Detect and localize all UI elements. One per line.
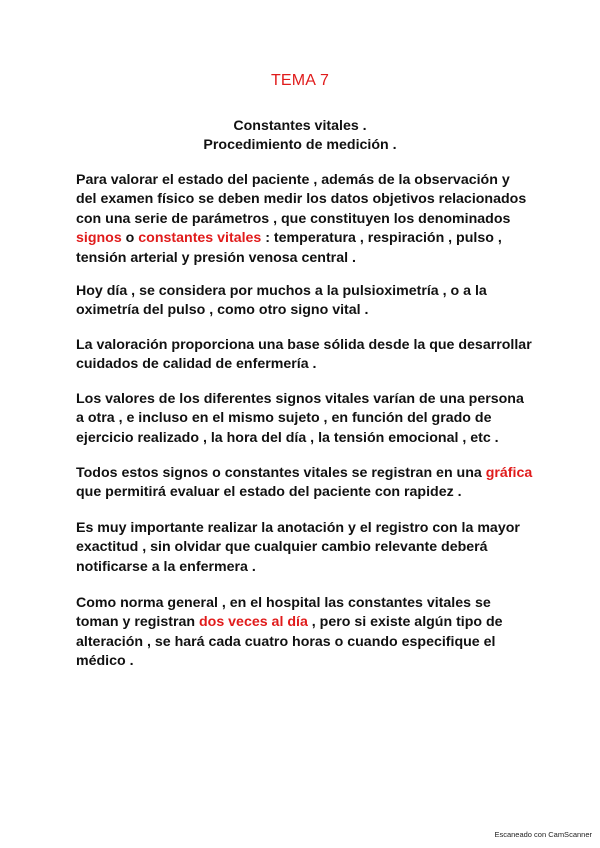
paragraph-7 [76, 594, 536, 672]
document-title: TEMA 7 [270, 72, 330, 89]
paragraph-line: notificarse a la enfermera . [76, 558, 256, 575]
paragraph-line [76, 229, 536, 248]
paragraph-3 [76, 336, 536, 375]
highlight-grafica: gráfica [485, 465, 533, 481]
paragraph-line: del examen físico se deben medir los datos objetivos relacionados [76, 191, 527, 208]
highlight-constantes-vitales: constantes vitales [138, 230, 262, 247]
paragraph-line [76, 464, 536, 483]
paragraph-line: ejercicio realizado , la hora del día , la tensión emocional , etc . [76, 429, 499, 446]
paragraph-line: Es muy importante realizar la anotación y el registro con la mayor [76, 520, 520, 536]
highlight-dos-veces-al-dia: dos veces al día [199, 614, 308, 631]
paragraph-line: Los valores de los diferentes signos vitales varían de una persona [76, 391, 524, 407]
inline-text: o [121, 230, 139, 247]
inline-text: Todos estos signos o constantes vitales se registran en una [76, 465, 486, 481]
paragraph-line: a otra , e incluso en el mismo sujeto , en función del grado de [76, 410, 492, 427]
paragraph-line: que permitirá evaluar el estado del paciente con rapidez . [76, 484, 462, 501]
scanner-watermark: Escaneado con CamScanner [494, 830, 592, 839]
paragraph-2 [76, 282, 536, 321]
inline-text: : temperatura , respiración , pulso , [261, 230, 502, 247]
paragraph-line: Para valorar el estado del paciente , además de la observación y [76, 172, 510, 188]
paragraph-line: oximetría del pulso , como otro signo vital . [76, 302, 369, 319]
paragraph-line: Hoy día , se considera por muchos a la pulsioximetría , o a la [76, 283, 487, 299]
paragraph-5 [76, 464, 536, 503]
paragraph-line [76, 613, 536, 632]
paragraph-line: cuidados de calidad de enfermería . [76, 356, 317, 373]
paragraph-4 [76, 390, 536, 448]
paragraph-line: Como norma general , en el hospital las constantes vitales se [76, 595, 491, 611]
inline-text: toman y registran [76, 614, 199, 631]
paragraph-line: La valoración proporciona una base sólida desde la que desarrollar [76, 337, 532, 353]
paragraph-1 [76, 171, 536, 268]
paragraph-line: exactitud , sin olvidar que cualquier cambio relevante deberá [76, 539, 488, 556]
highlight-signos: signos [76, 230, 122, 247]
paragraph-line: médico . [76, 653, 134, 670]
paragraph-line: con una serie de parámetros , que constituyen los denominados [76, 210, 511, 227]
paragraph-line: tensión arterial y presión venosa central . [76, 249, 356, 266]
paragraph-6 [76, 519, 536, 577]
subtitle-line-1: Constantes vitales . [233, 118, 367, 134]
inline-text: , pero si existe algún tipo de [307, 614, 503, 631]
subtitle-line-2: Procedimiento de medición . [203, 137, 397, 153]
paragraph-line: alteración , se hará cada cuatro horas o cuando especifique el [76, 633, 496, 650]
